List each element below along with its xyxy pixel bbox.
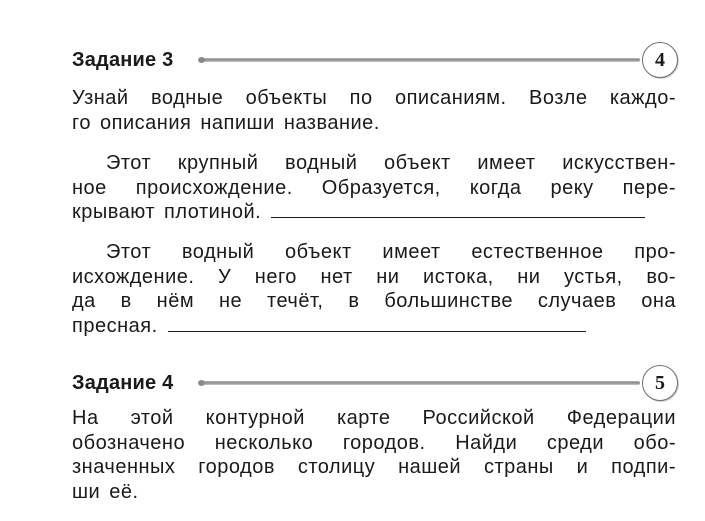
answer-blank-1[interactable]	[271, 216, 645, 218]
task-3-title: Задание 3	[72, 49, 174, 71]
task-4-score-badge: 5	[642, 365, 678, 401]
text-line: Этот крупный водный объект имеет искусствен-	[106, 152, 676, 174]
text-line: Этот водный объект имеет естественное про-	[106, 241, 676, 263]
task-3-instructions	[72, 86, 676, 135]
task-3-score-badge: 4	[642, 42, 678, 78]
task-4-divider	[202, 381, 640, 385]
text-line: На этой контурной карте Российской Федерации	[72, 407, 676, 429]
answer-blank-2[interactable]	[168, 330, 586, 332]
text-fragment: крывают плотиной.	[72, 201, 262, 223]
text-line: да в нём не течёт, в большинстве случаев она	[72, 290, 676, 312]
text-line: обозначено несколько городов. Найди среди обо-	[72, 431, 676, 454]
text-fragment: пресная.	[72, 314, 158, 337]
task-3-description-1	[72, 151, 676, 225]
task-3-divider	[202, 58, 640, 62]
text-line	[72, 200, 676, 225]
text-line	[72, 314, 676, 339]
task-3-description-2	[72, 240, 676, 338]
text-line: ши её.	[72, 480, 139, 503]
text-line: Узнай водные объекты по описаниям. Возле каждо-	[72, 87, 676, 109]
task-4-instructions	[72, 406, 676, 504]
text-line: ное происхождение. Образуется, когда реку пере-	[72, 176, 676, 199]
text-line: значенных городов столицу нашей страны и подпи-	[72, 456, 676, 478]
text-line: исхождение. У него нет ни истока, ни устья, во-	[72, 265, 676, 288]
text-line: го описания напиши название.	[72, 111, 380, 134]
task-3-header	[72, 46, 678, 76]
task-4-title: Задание 4	[72, 372, 174, 394]
task-4-header	[72, 369, 678, 399]
